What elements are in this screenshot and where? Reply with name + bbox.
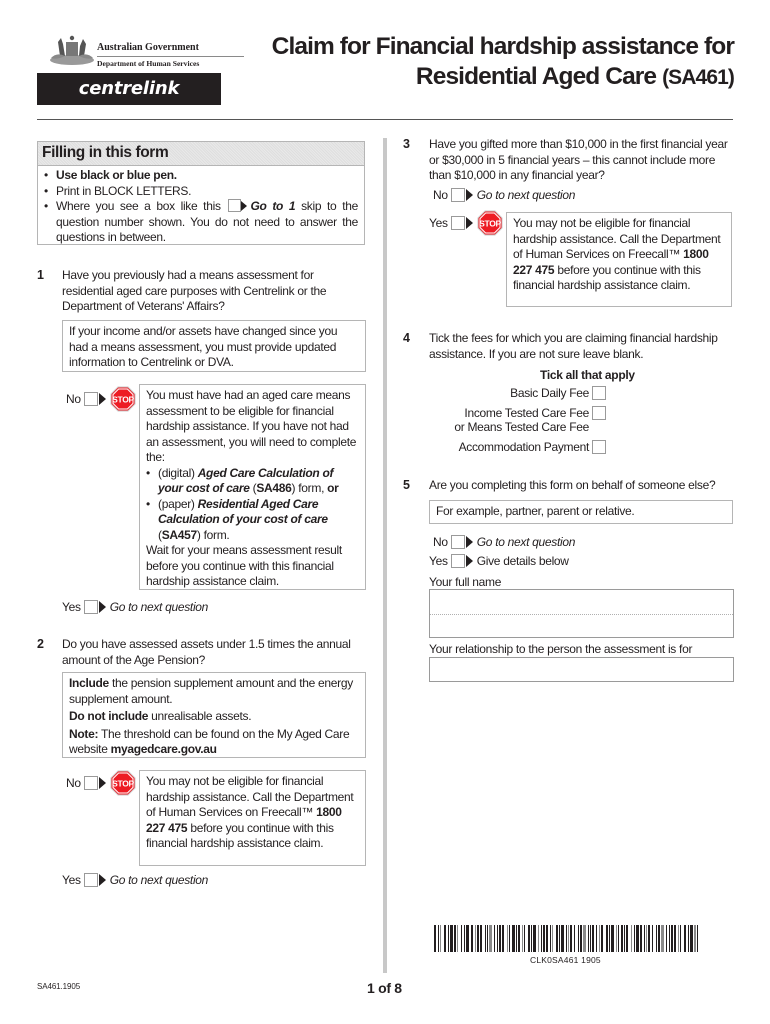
barcode [434, 925, 702, 952]
arrow-right-icon [466, 536, 473, 548]
q2-exclude-rest: unrealisable assets. [148, 709, 252, 723]
page-title [272, 32, 734, 93]
filling-item-3 [44, 199, 358, 246]
q1-b2-title: Residential Aged Care Calculation of your cost of care [158, 496, 328, 526]
q3-yes-message [506, 212, 732, 307]
q2-msg-a: You may not be eligible for financial hardship assistance. Call the Department of Human Services on Freecall™ [146, 774, 354, 819]
fee-income-tested-checkbox[interactable] [592, 406, 606, 420]
filling-item-1-text: Use black or blue pen. [56, 168, 177, 182]
q2-note [62, 672, 366, 758]
fullname-label: Your full name [429, 575, 502, 589]
svg-text:STOP: STOP [478, 218, 501, 229]
q5-no-checkbox[interactable] [451, 535, 465, 549]
q5-yes-checkbox[interactable] [451, 554, 465, 568]
q4-instruction: Tick all that apply [540, 368, 635, 382]
title-line-2 [272, 62, 734, 93]
fee-basic-daily[interactable] [510, 386, 606, 400]
form-code-title: (SA461) [662, 66, 734, 89]
q1-forms-list [146, 466, 359, 544]
gov-rule [97, 56, 244, 57]
q2-yes-option[interactable] [62, 873, 208, 887]
fee-label: Basic Daily Fee [510, 386, 589, 400]
arrow-right-icon [466, 189, 473, 201]
form-version: SA461.1905 [37, 982, 81, 991]
q3-yes-checkbox[interactable] [451, 216, 465, 230]
q1-no-option[interactable] [66, 386, 136, 412]
q5-number: 5 [403, 478, 410, 492]
q2-note-bold: Note: [69, 726, 99, 741]
page-number: 1 of 8 [367, 980, 402, 996]
q3-phone: 1800 227 475 [513, 247, 709, 277]
q2-number: 2 [37, 637, 44, 651]
q3-msg-b: before you continue with this financial hardship assistance claim. [513, 262, 701, 292]
q2-note-rest: The threshold can be found on the My Aged Care website [69, 726, 350, 756]
q2-text: Do you have assessed assets under 1.5 times the annual amount of the Age Pension? [62, 637, 351, 667]
header-divider [37, 119, 733, 120]
svg-text:STOP: STOP [111, 394, 134, 405]
relationship-input[interactable] [429, 657, 734, 682]
filling-item-2: • Print in BLOCK LETTERS. [44, 184, 358, 200]
q2-no-label: No [66, 776, 81, 790]
fullname-input-divider [430, 614, 733, 615]
q1-b2-post: ) form. [196, 527, 230, 542]
q5-yes-goto: Give details below [476, 554, 569, 568]
q1-yes-option[interactable] [62, 600, 208, 614]
fee-label-line2: or Means Tested Care Fee [454, 420, 589, 434]
q5-no-label: No [433, 535, 448, 549]
fee-label [454, 406, 589, 434]
barcode-text: CLK0SA461 1905 [530, 955, 601, 965]
title-line-1: Claim for Financial hardship assistance for [271, 33, 734, 60]
q1-yes-label: Yes [62, 600, 81, 614]
q1-no-message [139, 384, 366, 590]
q3-no-goto: Go to next question [476, 188, 576, 202]
q3-yes-option[interactable] [429, 210, 503, 236]
arrow-right-icon [241, 201, 247, 211]
coat-of-arms-icon [47, 34, 97, 68]
dept-name: Department of Human Services [97, 59, 200, 68]
q1-yes-goto: Go to next question [109, 600, 209, 614]
q1-text: Have you previously had a means assessment for residential aged care purposes with Centrelink or the Department of Veterans' Affairs? [62, 268, 327, 313]
q3-no-checkbox[interactable] [451, 188, 465, 202]
arrow-right-icon [99, 601, 106, 613]
q2-yes-label: Yes [62, 873, 81, 887]
filling-instructions-box [37, 141, 365, 245]
q1-form-sa457 [146, 497, 359, 544]
q3-text: Have you gifted more than $10,000 in the first financial year or $30,000 in 5 financial years – this cannot include more than $10,000 in any financial year? [429, 137, 728, 182]
q2-no-option[interactable] [66, 770, 136, 796]
fee-accommodation-checkbox[interactable] [592, 440, 606, 454]
q4-number: 4 [403, 331, 410, 345]
q1-b2-code: SA457 [161, 527, 197, 542]
q5-yes-label: Yes [429, 554, 448, 568]
q2-include-bold: Include [69, 676, 109, 690]
q4-text: Tick the fees for which you are claiming financial hardship assistance. If you are not sure leave blank. [429, 331, 718, 361]
stop-sign-icon [110, 386, 136, 412]
stop-sign-icon [477, 210, 503, 236]
fullname-input[interactable] [429, 589, 734, 638]
q2-note-threshold [69, 727, 359, 758]
filling-list [38, 166, 364, 246]
centrelink-brand: centrelink [37, 73, 221, 105]
arrow-right-icon [466, 217, 473, 229]
arrow-right-icon [99, 874, 106, 886]
q2-yes-goto: Go to next question [109, 873, 209, 887]
gov-name: Australian Government [97, 42, 199, 53]
q1-b2-pre: (paper) [158, 496, 198, 511]
filling-heading: Filling in this form [38, 142, 364, 166]
q1-b2-open: ( [158, 527, 162, 542]
q3-no-option[interactable] [433, 188, 575, 202]
q1-yes-checkbox[interactable] [84, 600, 98, 614]
q3-msg-a: You may not be eligible for financial hardship assistance. Call the Department of Human Services on Freecall™ [513, 216, 721, 261]
myagedcare-link[interactable]: myagedcare.gov.au [110, 742, 217, 756]
filling-item-3-goto: Go to 1 [250, 199, 296, 213]
svg-text:STOP: STOP [111, 778, 134, 789]
example-checkbox-icon [228, 199, 241, 212]
q2-include-rest: the pension supplement amount and the energy supplement amount. [69, 676, 353, 706]
q2-msg-b: before you continue with this financial hardship assistance claim. [146, 820, 334, 850]
q2-exclude-bold: Do not include [69, 709, 149, 723]
q1-b1-pre: (digital) [158, 465, 198, 480]
q1-b1-open: ( [249, 481, 257, 495]
fee-accommodation[interactable] [459, 440, 606, 454]
q1-no-label: No [66, 392, 81, 406]
q3-number: 3 [403, 137, 410, 151]
filling-item-3-b: skip to the question number shown. You do not need to answer the questions in between. [56, 199, 358, 244]
fee-income-tested[interactable] [454, 406, 606, 434]
q2-note-exclude [69, 709, 359, 725]
arrow-right-icon [99, 777, 106, 789]
stop-sign-icon [110, 770, 136, 796]
q5-no-goto: Go to next question [476, 535, 576, 549]
q4-fee-list [420, 386, 606, 458]
q1-no-intro: You must have had an aged care means assessment to be eligible for financial hardship assistance. If you have not had an assessment, you will need to complete the: [146, 388, 357, 464]
fee-label-line1: Income Tested Care Fee [464, 406, 589, 420]
arrow-right-icon [466, 555, 473, 567]
q5-yes-option[interactable] [429, 554, 569, 568]
q1-b1-title: Aged Care Calculation of your cost of care [158, 465, 334, 495]
q3-no-label: No [433, 188, 448, 202]
filling-item-1 [44, 168, 358, 184]
fee-basic-daily-checkbox[interactable] [592, 386, 606, 400]
q2-phone: 1800 227 475 [146, 805, 342, 835]
q1-b1-code: SA486 [256, 481, 292, 495]
arrow-right-icon [99, 393, 106, 405]
q1-b1-post: ) form, [291, 481, 328, 495]
q2-yes-checkbox[interactable] [84, 873, 98, 887]
relationship-label: Your relationship to the person the assessment is for [429, 642, 693, 656]
q1-no-outro: Wait for your means assessment result before you continue with this financial hardship assistance claim. [146, 543, 342, 588]
q1-b1-or: or [327, 481, 339, 495]
filling-item-3-a: Where you see a box like this [56, 199, 221, 213]
q1-note: If your income and/or assets have changed since you had a means assessment, you must provide updated information to Centrelink or DVA. [62, 320, 366, 372]
column-divider [383, 138, 387, 973]
q1-form-sa486 [146, 466, 359, 497]
q3-yes-label: Yes [429, 216, 448, 230]
q5-text: Are you completing this form on behalf of someone else? [429, 478, 716, 492]
q2-note-include [69, 676, 359, 707]
q2-no-checkbox[interactable] [84, 776, 98, 790]
q2-no-message [139, 770, 366, 866]
title-line-2-text: Residential Aged Care [415, 63, 657, 90]
q1-number: 1 [37, 268, 44, 282]
q5-note: For example, partner, parent or relative. [429, 500, 733, 524]
q5-no-option[interactable] [433, 535, 575, 549]
q1-no-checkbox[interactable] [84, 392, 98, 406]
fee-label: Accommodation Payment [458, 440, 589, 454]
